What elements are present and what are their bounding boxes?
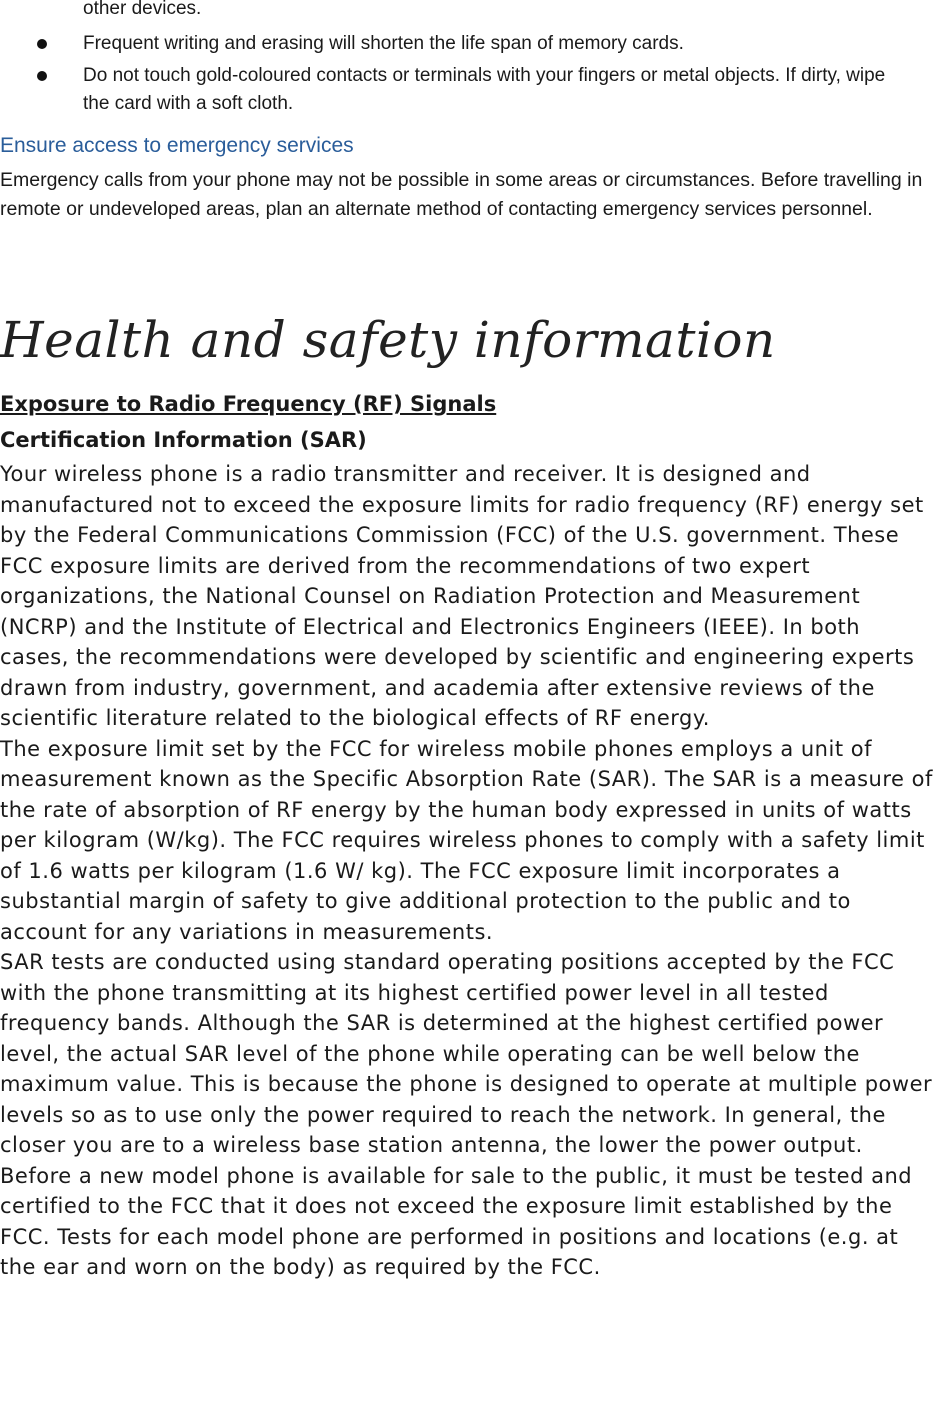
list-item: [0, 62, 913, 118]
paragraph: The exposure limit set by the FCC for wireless mobile phones employs a unit of measurement known as the Specific Absorption Rate (SAR). The SAR is a measure of the rate of absorption of RF energy by the human body expressed in units of watts per kilogram (W/kg). The FCC requires wireless phones to comply with a safety limit of 1.6 watts per kilogram (1.6 W/ kg). The FCC exposure limit incorporates a substantial margin of safety to give additional protection to the public and to account for any variations in measurements.: [0, 736, 933, 944]
list-item: [0, 30, 913, 58]
exposure-heading: Exposure to Radio Frequency (RF) Signals: [0, 392, 497, 416]
bullet-text: Do not touch gold-coloured contacts or terminals with your fingers or metal objects. If dirty, wipe the card with a soft cloth.: [83, 65, 886, 114]
bullet-list: [0, 30, 936, 122]
paragraph: Your wireless phone is a radio transmitter and receiver. It is designed and manufactured not to exceed the exposure limits for radio frequency (RF) energy set by the Federal Communications Commission (FCC) of the U.S. government. These FCC exposure limits are derived from the recommendations of two expert organizations, the National Counsel on Radiation Protection and Measurement (NCRP) and the Institute of Electrical and Electronics Engineers (IEEE). In both cases, the recommendations were developed by scientific and engineering experts drawn from industry, government, and academia after extensive reviews of the scientific literature related to the biological effects of RF energy.: [0, 462, 924, 730]
page-title: Health and safety information: [0, 311, 776, 369]
health-body: [0, 459, 936, 1283]
bullet-text: Frequent writing and erasing will shorten the life span of memory cards.: [83, 33, 684, 54]
paragraph: Before a new model phone is available for sale to the public, it must be tested and certified to the FCC that it does not exceed the exposure limit established by the FCC. Tests for each model phone are performed in positions and locations (e.g. at the ear and worn on the body) as required by the FCC.: [0, 1163, 913, 1279]
bullet-dot-icon: [37, 71, 47, 81]
emergency-body: Emergency calls from your phone may not be possible in some areas or circumstances. Before travelling in remote or undeveloped areas, plan an alternate method of contacting emergency services personnel.: [0, 169, 923, 220]
paragraph: SAR tests are conducted using standard operating positions accepted by the FCC with the phone transmitting at its highest certified power level in all tested frequency bands. Although the SAR is determined at the highest certified power level, the actual SAR level of the phone while operating can be well below the maximum value. This is because the phone is designed to operate at multiple power levels so as to use only the power required to reach the network. In general, the closer you are to a wireless base station antenna, the lower the power output.: [0, 950, 933, 1157]
bullet-dot-icon: [37, 39, 47, 49]
continuation-text: other devices.: [83, 0, 202, 19]
certification-heading: Certification Information (SAR): [0, 428, 367, 452]
emergency-heading: Ensure access to emergency services: [0, 134, 354, 157]
